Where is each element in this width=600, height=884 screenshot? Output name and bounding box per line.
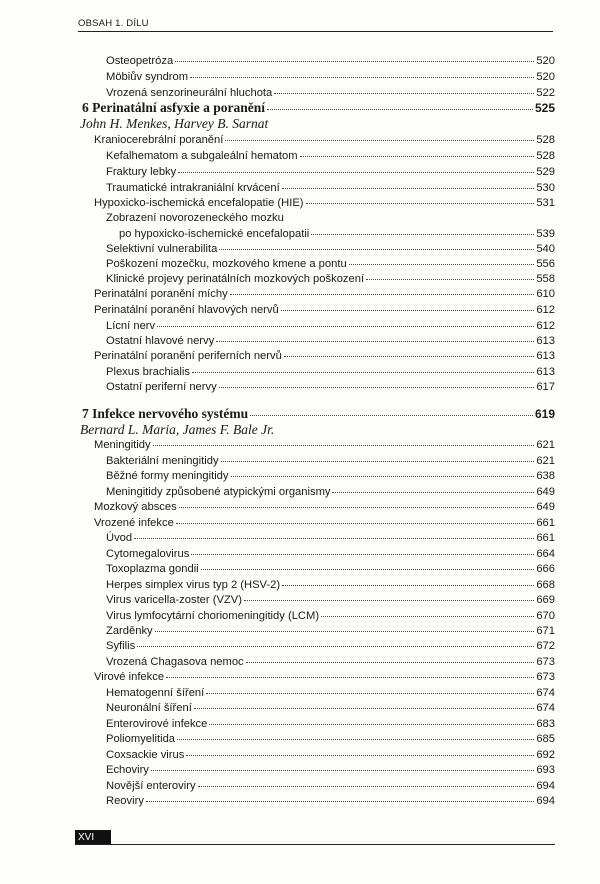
running-header: OBSAH 1. DÍLU (78, 18, 553, 32)
toc-entry-title: Möbiův syndrom (106, 71, 189, 83)
toc-entry (106, 320, 555, 336)
toc-entry (106, 548, 555, 564)
toc-entry-title: Plexus brachialis (106, 366, 190, 378)
toc-entry-page: 613 (536, 335, 555, 347)
toc-entry (106, 749, 555, 765)
dot-leader (146, 801, 534, 802)
toc-entry (106, 625, 555, 641)
toc-entry (94, 501, 555, 517)
toc-entry (106, 166, 555, 182)
toc-entry (106, 780, 555, 796)
toc-entry-page: 674 (536, 702, 555, 714)
toc-entry-title: Perinatální poranění periferních nervů (94, 350, 282, 362)
toc-entry-title: Perinatální poranění míchy (94, 288, 228, 300)
toc-entry (106, 563, 555, 579)
toc-entry (94, 671, 555, 687)
toc-entry-page: 621 (536, 455, 555, 467)
toc-entry-title: Perinatální poranění hlavových nervů (94, 304, 279, 316)
toc-entry-title: Běžné formy meningitidy (106, 470, 229, 482)
toc-entry (106, 718, 555, 734)
toc-entry (106, 733, 555, 749)
toc-entry-title: Echoviry (106, 764, 149, 776)
toc-entry-title: Virus lymfocytární choriomeningitidy (LCM) (106, 610, 320, 622)
toc-entry (106, 640, 555, 656)
toc-entry-page: 612 (536, 304, 555, 316)
toc-entry (106, 795, 555, 811)
toc-entry-page: 661 (536, 532, 555, 544)
dot-leader (246, 662, 535, 663)
toc-entry-page: 673 (536, 656, 555, 668)
toc-entry-title: Vrozená Chagasova nemoc (106, 656, 244, 668)
toc-entry-page: 683 (536, 718, 555, 730)
toc-entry-title: Cytomegalovirus (106, 548, 190, 560)
dot-leader (274, 93, 534, 94)
toc-entry (106, 55, 555, 71)
toc-entry (94, 288, 555, 304)
toc-entry (106, 594, 555, 610)
dot-leader (282, 585, 534, 586)
toc-entry-title: Kefalhematom a subgaleální hematom (106, 150, 298, 162)
dot-leader (177, 739, 534, 740)
dot-leader (366, 279, 534, 280)
toc-entry-title: Osteopetróza (106, 55, 174, 67)
toc-entry-title: Meningitidy (94, 439, 151, 451)
toc-entry-page: 520 (536, 71, 555, 83)
toc-entry-page: 693 (536, 764, 555, 776)
toc-entry-title: Ostatní periferní nervy (106, 381, 217, 393)
toc-entry (94, 304, 555, 320)
chapter-authors: John H. Menkes, Harvey B. Sarnat (80, 116, 269, 131)
dot-leader (201, 569, 535, 570)
toc-entry-page: 556 (536, 258, 555, 270)
toc-entry-title: Traumatické intrakraniální krvácení (106, 182, 280, 194)
dot-leader (231, 476, 535, 477)
toc-entry-title: Virové infekce (94, 671, 165, 683)
dot-leader (219, 249, 534, 250)
toc-entry-title: Reoviry (106, 795, 144, 807)
toc-entry-title: Enterovirové infekce (106, 718, 208, 730)
toc-entry-title: Ostatní hlavové nervy (106, 335, 215, 347)
toc-chapter-entry (82, 100, 555, 116)
dot-leader (225, 140, 534, 141)
dot-leader (244, 600, 534, 601)
toc-entry-title: Meningitidy způsobené atypickými organismy (106, 486, 331, 498)
toc-entry-page: 528 (536, 134, 555, 146)
toc-entry-page: 673 (536, 671, 555, 683)
toc-entry (106, 273, 555, 289)
toc-entry-page: 525 (534, 101, 555, 115)
dot-leader (176, 523, 535, 524)
toc-entry (106, 532, 555, 548)
dot-leader (151, 770, 534, 771)
toc-entry-title: Kraniocerebrální poranění (94, 134, 224, 146)
toc-entry-page: 539 (536, 228, 555, 240)
toc-entry-page: 638 (536, 470, 555, 482)
toc-entry-page: 612 (536, 320, 555, 332)
toc-entry (106, 150, 555, 166)
toc-entry-title: Selektivní vulnerabilita (106, 243, 218, 255)
toc-entry-title: Mozkový absces (94, 501, 177, 513)
toc-entry-page: 540 (536, 243, 555, 255)
dot-leader (178, 172, 534, 173)
toc-entry-page: 558 (536, 273, 555, 285)
dot-leader (198, 786, 535, 787)
toc-entry-title: Bakteriální meningitidy (106, 455, 219, 467)
toc-entry (106, 381, 555, 397)
toc-entry-title: Coxsackie virus (106, 749, 185, 761)
dot-leader (192, 372, 534, 373)
toc-entry (119, 228, 555, 244)
toc-entry-title: Zarděnky (106, 625, 153, 637)
dot-leader (191, 554, 534, 555)
toc-entry-page: 528 (536, 150, 555, 162)
toc-entry-page: 666 (536, 563, 555, 575)
toc-entry-title: Neuronální šíření (106, 702, 192, 714)
dot-leader (206, 693, 534, 694)
toc-entry (106, 470, 555, 486)
dot-leader (153, 445, 535, 446)
toc-entry (106, 182, 555, 198)
toc-entry-title: Poškození mozečku, mozkového kmene a pontu (106, 258, 347, 270)
toc-entry-title: 7 Infekce nervového systému (82, 406, 249, 421)
dot-leader (321, 616, 534, 617)
toc-entry (106, 610, 555, 626)
toc-entry (94, 350, 555, 366)
toc-entry (106, 486, 555, 502)
toc-entry (94, 197, 555, 213)
toc-entry-page: 649 (536, 501, 555, 513)
toc-entry-page: 692 (536, 749, 555, 761)
dot-leader (282, 188, 535, 189)
toc-entry-page: 661 (536, 517, 555, 529)
dot-leader (230, 294, 535, 295)
toc-entry-page: 520 (536, 55, 555, 67)
dot-leader (349, 264, 535, 265)
toc-entry (106, 366, 555, 382)
toc-entry (106, 687, 555, 703)
toc-entry-page: 674 (536, 687, 555, 699)
toc-entry-page: 694 (536, 795, 555, 807)
toc-entry-title: Hypoxicko-ischemická encefalopatie (HIE) (94, 197, 304, 209)
toc-entry (106, 243, 555, 259)
toc-entry-page: 530 (536, 182, 555, 194)
toc-chapter-entry (82, 406, 555, 422)
toc-entry (106, 702, 555, 718)
toc-entry-page: 685 (536, 733, 555, 745)
dot-leader (281, 310, 535, 311)
chapter-authors: Bernard L. Maria, James F. Bale Jr. (80, 422, 275, 437)
toc-entry-page: 613 (536, 350, 555, 362)
dot-leader (134, 538, 534, 539)
toc-entry-page: 649 (536, 486, 555, 498)
toc-entry-page: 617 (536, 381, 555, 393)
toc-entry (106, 212, 284, 228)
toc-entry-title: Syfilis (106, 640, 136, 652)
toc-entry-title: 6 Perinatální asfyxie a poranění (82, 100, 265, 115)
toc-entry-title: Virus varicella-zoster (VZV) (106, 594, 242, 606)
dot-leader (157, 326, 534, 327)
dot-leader (267, 109, 533, 110)
dot-leader (311, 234, 534, 235)
dot-leader (306, 203, 535, 204)
dot-leader (137, 646, 534, 647)
toc-entry-page: 621 (536, 439, 555, 451)
dot-leader (209, 724, 534, 725)
toc-entry-page: 619 (534, 407, 555, 421)
dot-leader (166, 677, 534, 678)
toc-entry (106, 656, 555, 672)
toc-entry-title: Zobrazení novorozeneckého mozku (106, 212, 284, 224)
toc-entry-title: Úvod (106, 532, 133, 544)
toc-entry-title: Vrozené infekce (94, 517, 174, 529)
dot-leader (190, 77, 534, 78)
toc-entry-page: 670 (536, 610, 555, 622)
toc-entry-page: 694 (536, 780, 555, 792)
toc-entry-title: Toxoplazma gondii (106, 563, 199, 575)
toc-entry (106, 455, 555, 471)
toc-entry-title: Novější enteroviry (106, 780, 196, 792)
dot-leader (219, 387, 535, 388)
toc-entry-title: Poliomyelitida (106, 733, 176, 745)
dot-leader (175, 61, 534, 62)
toc-entry-title: po hypoxicko-ischemické encefalopatii (119, 228, 310, 240)
dot-leader (300, 156, 535, 157)
dot-leader (155, 631, 535, 632)
dot-leader (179, 507, 535, 508)
toc-entry (106, 764, 555, 780)
dot-leader (284, 356, 535, 357)
dot-leader (221, 461, 535, 462)
dot-leader (250, 415, 533, 416)
toc-entry (94, 134, 555, 150)
toc-entry-page: 531 (536, 197, 555, 209)
toc-entry-title: Herpes simplex virus typ 2 (HSV-2) (106, 579, 281, 591)
toc-entry-page: 671 (536, 625, 555, 637)
toc-entry-page: 664 (536, 548, 555, 560)
toc-entry (94, 517, 555, 533)
toc-entry-page: 522 (536, 87, 555, 99)
dot-leader (186, 755, 534, 756)
toc-entry-title: Klinické projevy perinatálních mozkových poškození (106, 273, 365, 285)
toc-entry-title: Hematogenní šíření (106, 687, 205, 699)
toc-entry-title: Lícní nerv (106, 320, 156, 332)
toc-entry-page: 669 (536, 594, 555, 606)
toc-entry-page: 613 (536, 366, 555, 378)
toc-entry-page: 529 (536, 166, 555, 178)
toc-entry (94, 439, 555, 455)
footer-rule (75, 844, 555, 845)
toc-entry (106, 71, 555, 87)
dot-leader (216, 341, 534, 342)
toc-entry (106, 335, 555, 351)
toc-entry (106, 258, 555, 274)
dot-leader (194, 708, 535, 709)
toc-entry-page: 610 (536, 288, 555, 300)
toc-entry-title: Fraktury lebky (106, 166, 177, 178)
toc-entry-title: Vrozená senzorineurální hluchota (106, 87, 273, 99)
toc-entry-page: 672 (536, 640, 555, 652)
toc-entry (106, 579, 555, 595)
toc-entry-page: 668 (536, 579, 555, 591)
page-number: XVI (75, 830, 111, 845)
dot-leader (332, 492, 534, 493)
